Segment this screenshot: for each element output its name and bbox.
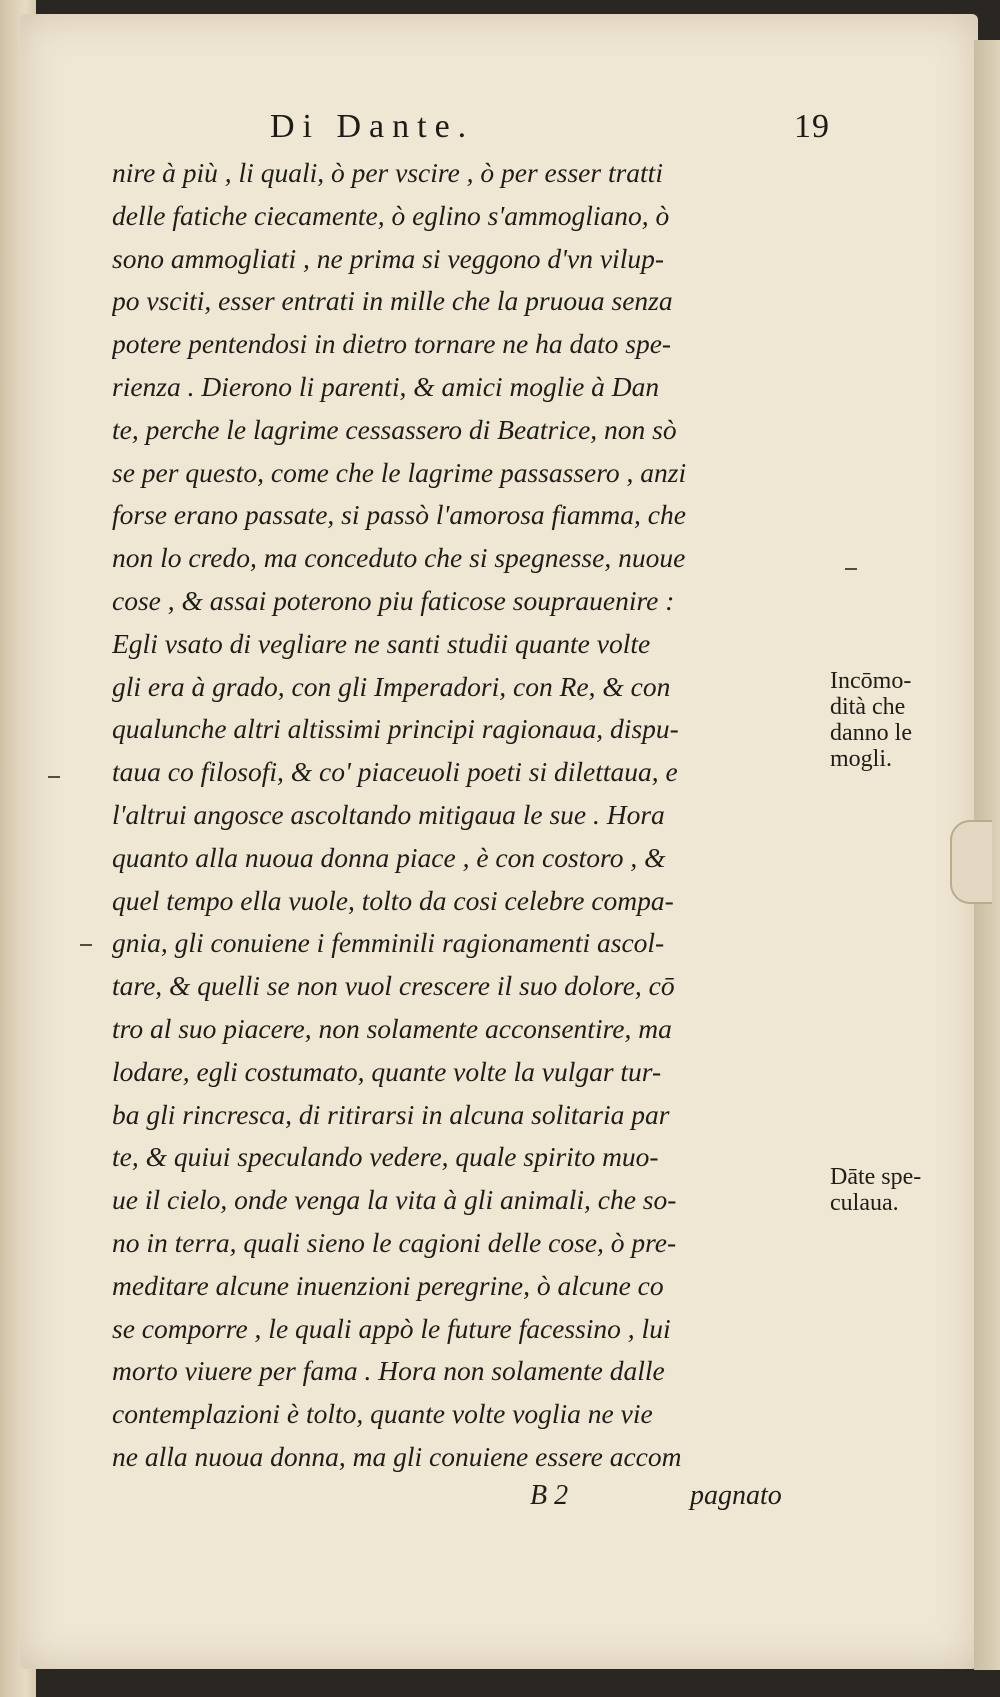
text-line: se comporre , le quali appò le future facessino , lui bbox=[112, 1312, 671, 1344]
signature-mark: B 2 bbox=[530, 1480, 569, 1511]
marginal-note-line: Incōmo- bbox=[830, 668, 912, 694]
text-line: qualunche altri altissimi principi ragionaua, dispu- bbox=[112, 713, 679, 745]
text-line: contemplazioni è tolto, quante volte voglia ne vie bbox=[112, 1398, 653, 1430]
text-line: lodare, egli costumato, quante volte la vulgar tur- bbox=[112, 1055, 662, 1087]
margin-mark bbox=[80, 944, 92, 946]
text-line: gnia, gli conuiene i femminili ragionamenti ascol- bbox=[112, 927, 665, 959]
text-line: morto viuere per fama . Hora non solamente dalle bbox=[112, 1355, 665, 1387]
text-line: tro al suo piacere, non solamente acconsentire, ma bbox=[112, 1012, 672, 1044]
text-line: sono ammogliati , ne prima si veggono d'vn vilup- bbox=[112, 242, 665, 274]
running-header bbox=[270, 108, 830, 150]
marginal-note-line: culaua. bbox=[830, 1190, 899, 1216]
bookmark-tab bbox=[950, 820, 992, 904]
marginal-note-line: mogli. bbox=[830, 746, 893, 772]
text-line: po vsciti, esser entrati in mille che la pruoua senza bbox=[112, 285, 673, 317]
marginal-note-1 bbox=[830, 668, 960, 772]
marginal-note-2 bbox=[830, 1164, 960, 1216]
text-line: te, perche le lagrime cessassero di Beatrice, non sò bbox=[112, 413, 677, 445]
page-number: 19 bbox=[794, 108, 830, 145]
text-line: quel tempo ella vuole, tolto da cosi celebre compa- bbox=[112, 884, 674, 916]
text-line: rienza . Dierono li parenti, & amici moglie à Dan bbox=[112, 370, 660, 402]
margin-mark bbox=[845, 568, 857, 570]
marginal-note-line: dità che bbox=[830, 694, 906, 720]
marginal-note-line: danno le bbox=[830, 720, 912, 746]
margin-mark bbox=[48, 776, 60, 778]
catchword: pagnato bbox=[690, 1480, 782, 1511]
text-line: potere pentendosi in dietro tornare ne ha dato spe- bbox=[112, 328, 672, 360]
text-line: meditare alcune inuenzioni peregrine, ò alcune co bbox=[112, 1269, 664, 1301]
text-line: delle fatiche ciecamente, ò eglino s'ammogliano, ò bbox=[112, 199, 670, 231]
text-line: gli era à grado, con gli Imperadori, con Re, & con bbox=[112, 670, 671, 702]
text-line: cose , & assai poterono piu faticose souprauenire : bbox=[112, 584, 675, 616]
text-line: ne alla nuoua donna, ma gli conuiene essere accom bbox=[112, 1440, 682, 1472]
body-text bbox=[112, 152, 824, 1479]
marginal-note-line: Dāte spe- bbox=[830, 1164, 922, 1190]
text-line: forse erano passate, si passò l'amorosa fiamma, che bbox=[112, 499, 686, 531]
text-line: no in terra, quali sieno le cagioni delle cose, ò pre- bbox=[112, 1226, 677, 1258]
text-line: non lo credo, ma conceduto che si spegnesse, nuoue bbox=[112, 542, 686, 574]
running-title: Di Dante. bbox=[270, 108, 475, 145]
text-line: l'altrui angosce ascoltando mitigaua le sue . Hora bbox=[112, 798, 665, 830]
text-line: se per questo, come che le lagrime passassero , anzi bbox=[112, 456, 687, 488]
text-line: tare, & quelli se non vuol crescere il suo dolore, cō bbox=[112, 970, 675, 1002]
text-line: taua co filosofi, & co' piaceuoli poeti si dilettaua, e bbox=[112, 756, 678, 788]
text-line: ue il cielo, onde venga la vita à gli animali, che so- bbox=[112, 1184, 677, 1216]
text-line: Egli vsato di vegliare ne santi studii quante volte bbox=[112, 627, 651, 659]
text-line: quanto alla nuoua donna piace , è con costoro , & bbox=[112, 841, 666, 873]
text-line: te, & quiui speculando vedere, quale spirito muo- bbox=[112, 1141, 659, 1173]
text-line: ba gli rincresca, di ritirarsi in alcuna solitaria par bbox=[112, 1098, 670, 1130]
text-line: nire à più , li quali, ò per vscire , ò per esser tratti bbox=[112, 157, 663, 188]
